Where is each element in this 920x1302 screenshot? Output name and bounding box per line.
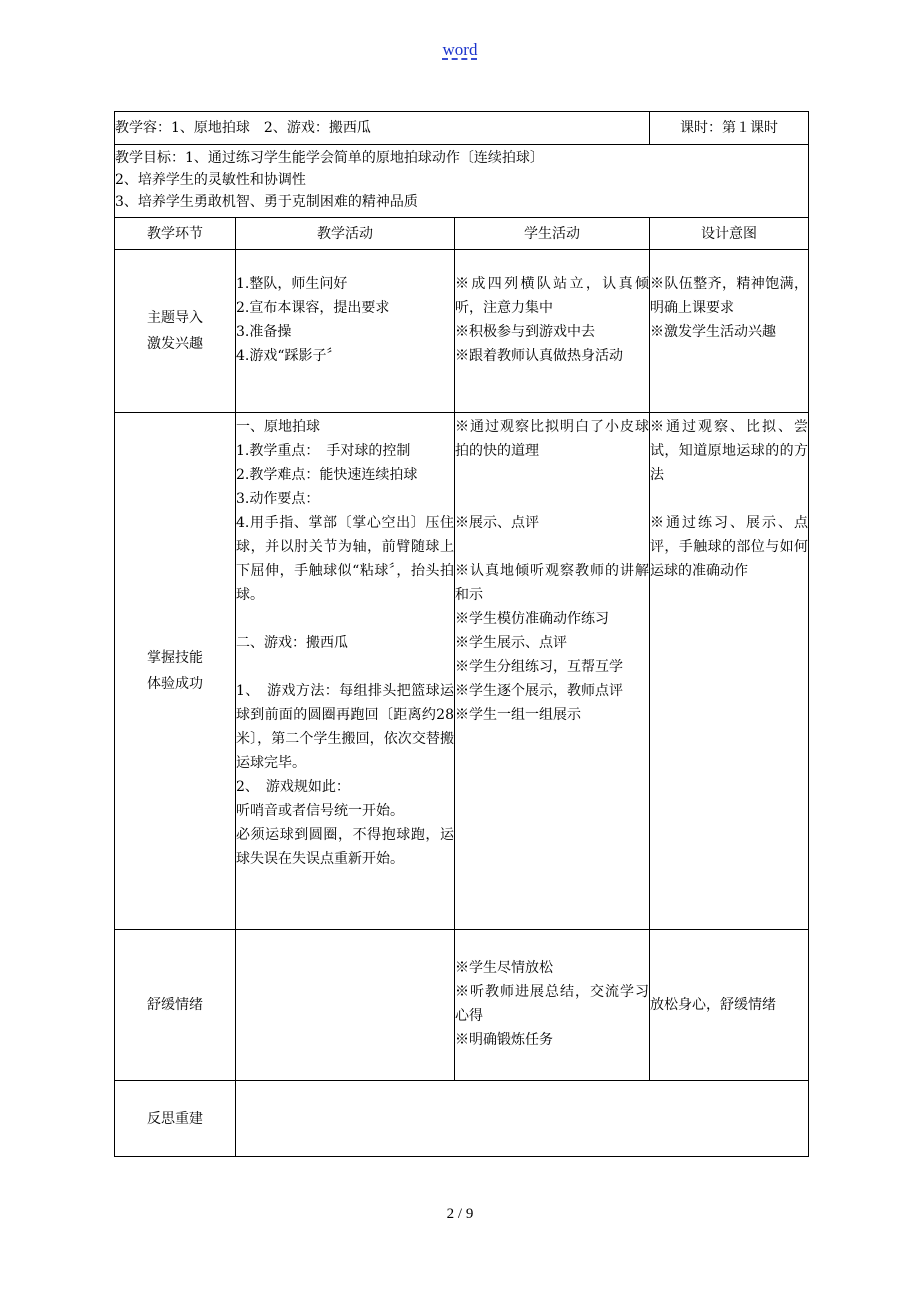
activity-line: ※听教师进展总结，交流学习心得 [455,984,649,1024]
phase-cell [115,930,236,1081]
activity-line: ※学生尽情放松 [455,960,553,976]
lesson-content-text: 教学容：1、原地拍球 2、游戏：搬西瓜 [115,120,371,136]
spacer [650,487,808,511]
activity-line: 3.动作要点： [236,491,320,507]
design-intent-cell [650,930,809,1081]
design-intent-cell [650,250,809,413]
column-header: 教学环节 [115,218,236,250]
phase-label: 体验成功 [147,676,203,692]
activity-line: 1.整队，师生问好 [236,276,348,292]
column-header: 学生活动 [455,218,650,250]
activity-line: 听哨音或者信号统一开始。 [236,803,404,819]
phase-cell [115,250,236,413]
phase-label: 反思重建 [147,1110,203,1127]
lesson-plan-table [114,111,809,1157]
goal-line: 2、培养学生的灵敏性和协调性 [115,172,306,188]
column-header: 教学活动 [236,218,455,250]
page-header [0,40,920,60]
phase-label: 舒缓情绪 [147,997,203,1013]
intent-line: 放松身心，舒缓情绪 [650,997,776,1013]
section-row-skills [115,413,809,930]
activity-line: 一、原地拍球 [236,419,320,435]
intent-line: ※激发学生活动兴趣 [650,324,776,340]
phase-label: 激发兴趣 [147,336,203,352]
student-activity-cell [455,930,650,1081]
header-word-link[interactable]: word [442,40,478,59]
design-intent-cell [650,413,809,930]
student-activity-cell [455,413,650,930]
goals-cell [115,145,809,218]
student-activity-cell [455,250,650,413]
activity-line: ※学生分组练习，互帮互学 [455,659,623,675]
intent-line: ※通过观察、比拟、尝试，知道原地运球的的方法 [650,419,808,483]
activity-line: ※通过观察比拟明白了小皮球拍的快的道理 [455,419,649,459]
page-number: 2 / 9 [446,1206,474,1222]
activity-line: ※跟着教师认真做热身活动 [455,348,623,364]
phase-cell [115,1081,236,1157]
goal-line: 教学目标：1、通过练习学生能学会简单的原地拍球动作〔连续拍球〕 [115,150,544,166]
activity-line: 3.准备操 [236,324,292,340]
activity-line: 二、游戏：搬西瓜 [236,635,348,651]
phase-label: 主题导入 [147,310,203,326]
spacer [455,463,649,487]
activity-line: ※学生展示、点评 [455,635,567,651]
phase-cell [115,413,236,930]
activity-line: 2.宣布本课容，提出要求 [236,300,390,316]
intent-line: ※队伍整齐，精神饱满，明确上课要求 [650,276,808,316]
goal-line: 3、培养学生勇敢机智、勇于克制困难的精神品质 [115,194,418,210]
activity-line: ※学生逐个展示，教师点评 [455,683,623,699]
activity-line: ※学生一组一组展示 [455,707,581,723]
spacer [236,655,454,679]
activity-line: 4.游戏“踩影子〞 [236,348,341,364]
section-row-reflection [115,1081,809,1157]
period-text: 课时：第１课时 [680,120,778,136]
teacher-activity-cell [236,930,455,1081]
title-row [115,112,809,145]
teacher-activity-cell [236,413,455,930]
phase-label: 掌握技能 [147,650,203,666]
activity-line: ※积极参与到游戏中去 [455,324,595,340]
spacer [455,535,649,559]
activity-line: 1.教学重点： 手对球的控制 [236,443,411,459]
section-row-relax [115,930,809,1081]
activity-line: ※明确锻炼任务 [455,1032,553,1048]
teacher-activity-cell [236,250,455,413]
activity-line: ※成四列横队站立，认真倾听，注意力集中 [455,276,649,316]
lesson-content-cell [115,112,650,145]
intent-line: ※通过练习、展示、点评，手触球的部位与如何运球的准确动作 [650,515,808,579]
activity-line: ※学生模仿准确动作练习 [455,611,609,627]
activity-line: 4.用手指、掌部〔掌心空出〕压住球，并以肘关节为轴，前臂随球上下屈伸，手触球似“粘球〞，抬头拍球。 [236,515,454,603]
spacer [236,607,454,631]
activity-line: 2、 游戏规如此： [236,779,350,795]
activity-line: ※认真地倾听观察教师的讲解和示 [455,563,649,603]
activity-line: 2.教学难点：能快速连续拍球 [236,467,418,483]
column-header-row [115,218,809,250]
section-row-intro [115,250,809,413]
column-header: 设计意图 [650,218,809,250]
goals-row [115,145,809,218]
activity-line: 1、 游戏方法：每组排头把篮球运球到前面的圆圈再跑回〔距离约28米〕，第二个学生搬回，依次交替搬运球完毕。 [236,683,454,771]
period-cell [650,112,809,145]
activity-line: 必须运球到圆圈，不得抱球跑，运球失误在失误点重新开始。 [236,827,454,867]
activity-line: ※展示、点评 [455,515,539,531]
reflection-cell [236,1081,809,1157]
spacer [455,487,649,511]
